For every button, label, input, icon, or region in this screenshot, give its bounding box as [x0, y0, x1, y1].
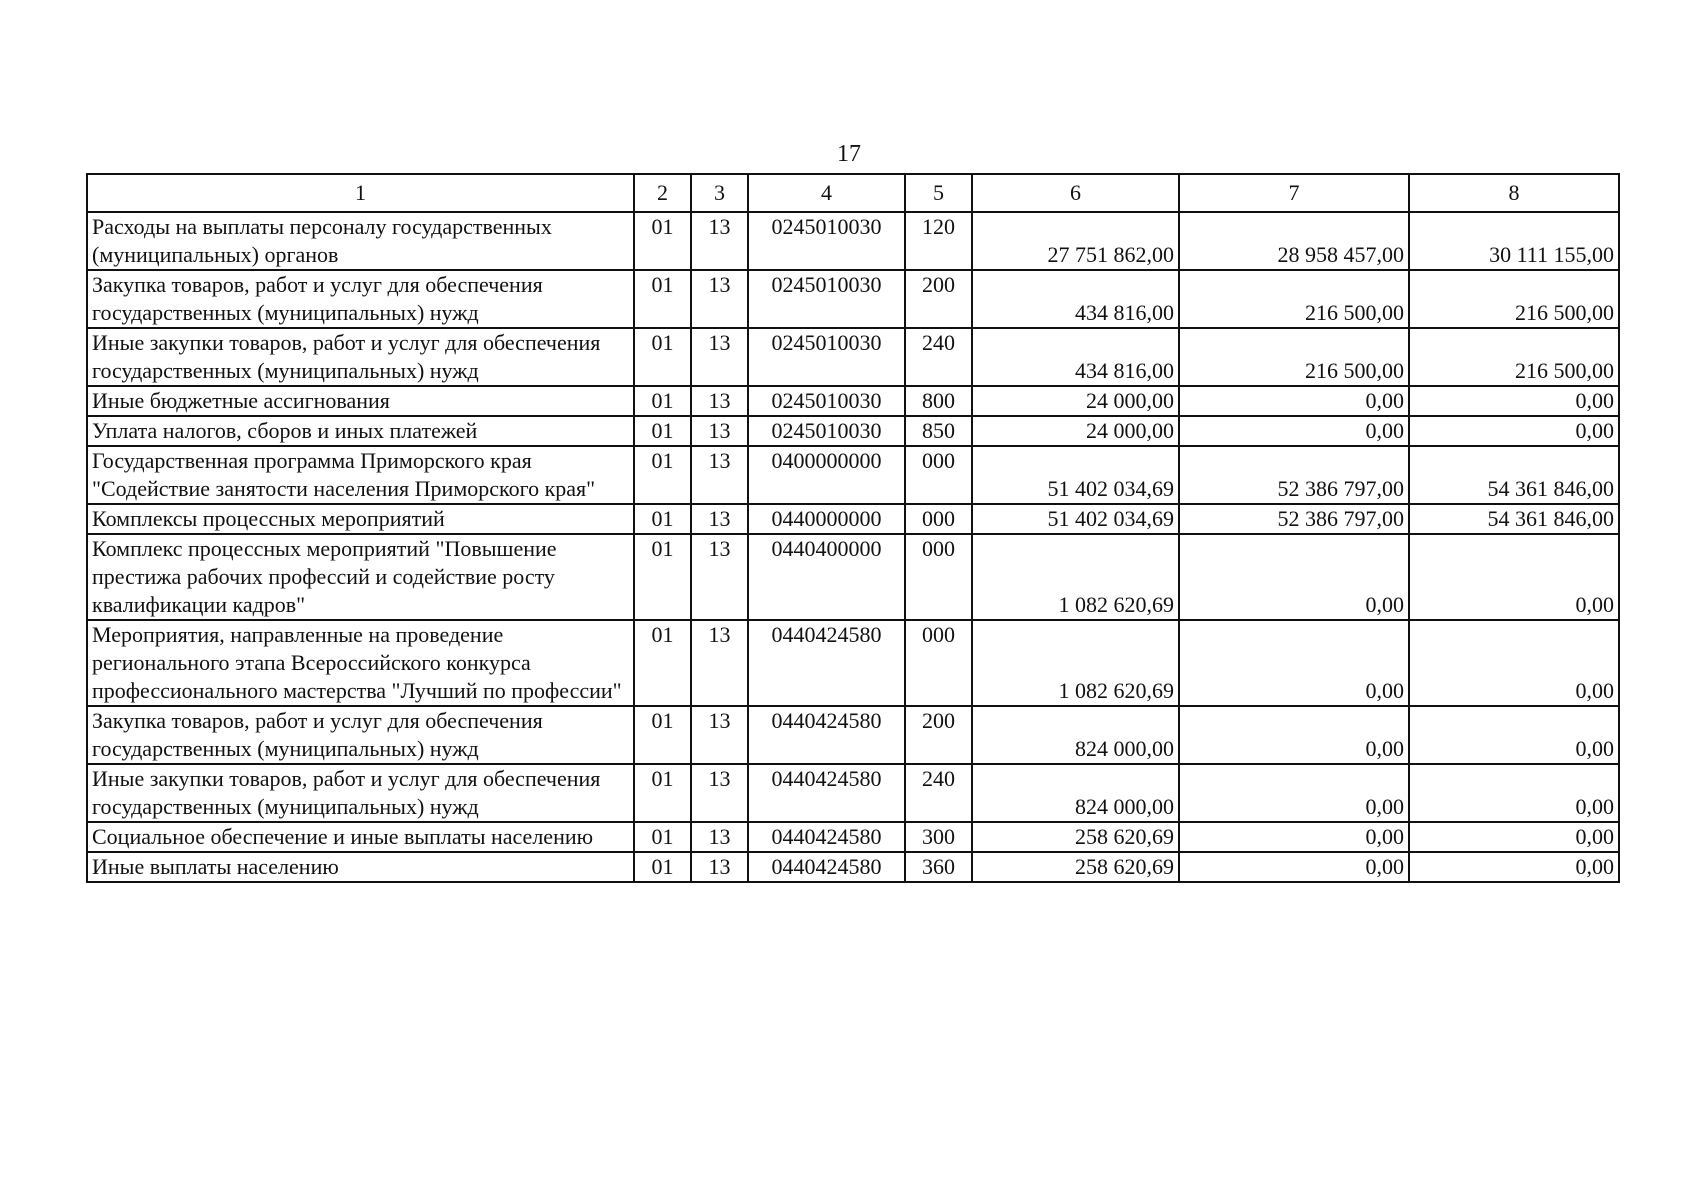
row-amount-col8: 0,00: [1409, 764, 1619, 822]
header-cell: 2: [634, 174, 691, 212]
row-name: Комплексы процессных мероприятий: [87, 504, 634, 534]
row-amount-col7: 0,00: [1179, 534, 1409, 620]
table-row: [87, 270, 1619, 328]
row-amount-col7: 216 500,00: [1179, 270, 1409, 328]
row-subsection: 13: [691, 270, 748, 328]
row-target-code: 0440000000: [748, 504, 905, 534]
row-amount-col7: 0,00: [1179, 620, 1409, 706]
row-amount-col7: 0,00: [1179, 386, 1409, 416]
row-target-code: 0400000000: [748, 446, 905, 504]
header-cell: 1: [87, 174, 634, 212]
row-name: Иные закупки товаров, работ и услуг для обеспечения государственных (муниципальных) нужд: [87, 328, 634, 386]
row-amount-col8: 0,00: [1409, 416, 1619, 446]
row-section: 01: [634, 822, 691, 852]
row-expense-type: 000: [905, 446, 972, 504]
row-name: Комплекс процессных мероприятий "Повышение престижа рабочих профессий и содействие росту квалификации кадров": [87, 534, 634, 620]
row-target-code: 0245010030: [748, 386, 905, 416]
row-name: Иные закупки товаров, работ и услуг для обеспечения государственных (муниципальных) нужд: [87, 764, 634, 822]
row-section: 01: [634, 328, 691, 386]
row-name: Мероприятия, направленные на проведение регионального этапа Всероссийского конкурса профессионального мастерства "Лучший по профессии": [87, 620, 634, 706]
table-row: [87, 446, 1619, 504]
row-target-code: 0440424580: [748, 822, 905, 852]
row-section: 01: [634, 534, 691, 620]
row-amount-col8: 0,00: [1409, 620, 1619, 706]
row-subsection: 13: [691, 328, 748, 386]
table-row: [87, 852, 1619, 882]
row-target-code: 0245010030: [748, 270, 905, 328]
row-subsection: 13: [691, 416, 748, 446]
row-amount-col6: 24 000,00: [972, 386, 1179, 416]
row-subsection: 13: [691, 504, 748, 534]
row-amount-col6: 824 000,00: [972, 764, 1179, 822]
row-subsection: 13: [691, 386, 748, 416]
row-amount-col7: 0,00: [1179, 822, 1409, 852]
row-expense-type: 120: [905, 212, 972, 270]
row-amount-col6: 434 816,00: [972, 328, 1179, 386]
table-row: [87, 534, 1619, 620]
row-amount-col6: 258 620,69: [972, 852, 1179, 882]
row-expense-type: 000: [905, 620, 972, 706]
row-target-code: 0440424580: [748, 852, 905, 882]
row-section: 01: [634, 446, 691, 504]
row-expense-type: 200: [905, 270, 972, 328]
row-amount-col6: 824 000,00: [972, 706, 1179, 764]
row-amount-col6: 1 082 620,69: [972, 534, 1179, 620]
header-cell: 5: [905, 174, 972, 212]
row-amount-col7: 0,00: [1179, 852, 1409, 882]
row-section: 01: [634, 764, 691, 822]
row-subsection: 13: [691, 620, 748, 706]
row-expense-type: 800: [905, 386, 972, 416]
row-section: 01: [634, 386, 691, 416]
row-expense-type: 850: [905, 416, 972, 446]
row-subsection: 13: [691, 534, 748, 620]
row-amount-col7: 0,00: [1179, 764, 1409, 822]
row-name: Уплата налогов, сборов и иных платежей: [87, 416, 634, 446]
row-expense-type: 300: [905, 822, 972, 852]
table-header-row: [87, 174, 1619, 212]
row-subsection: 13: [691, 706, 748, 764]
page-number: 17: [837, 141, 861, 167]
row-subsection: 13: [691, 764, 748, 822]
table-row: [87, 386, 1619, 416]
row-section: 01: [634, 620, 691, 706]
header-cell: 4: [748, 174, 905, 212]
row-target-code: 0245010030: [748, 328, 905, 386]
row-section: 01: [634, 416, 691, 446]
row-amount-col8: 0,00: [1409, 852, 1619, 882]
row-amount-col7: 28 958 457,00: [1179, 212, 1409, 270]
table-row: [87, 764, 1619, 822]
row-amount-col8: 30 111 155,00: [1409, 212, 1619, 270]
row-amount-col6: 1 082 620,69: [972, 620, 1179, 706]
row-section: 01: [634, 852, 691, 882]
table-row: [87, 416, 1619, 446]
header-cell: 6: [972, 174, 1179, 212]
row-expense-type: 360: [905, 852, 972, 882]
row-subsection: 13: [691, 212, 748, 270]
row-amount-col8: 0,00: [1409, 386, 1619, 416]
row-amount-col8: 0,00: [1409, 534, 1619, 620]
row-amount-col8: 54 361 846,00: [1409, 446, 1619, 504]
row-amount-col8: 0,00: [1409, 822, 1619, 852]
row-amount-col8: 0,00: [1409, 706, 1619, 764]
header-cell: 7: [1179, 174, 1409, 212]
table-row: [87, 822, 1619, 852]
row-name: Социальное обеспечение и иные выплаты населению: [87, 822, 634, 852]
table-row: [87, 212, 1619, 270]
row-amount-col6: 434 816,00: [972, 270, 1179, 328]
row-target-code: 0440400000: [748, 534, 905, 620]
row-amount-col6: 258 620,69: [972, 822, 1179, 852]
row-expense-type: 000: [905, 534, 972, 620]
row-amount-col7: 0,00: [1179, 416, 1409, 446]
row-name: Закупка товаров, работ и услуг для обеспечения государственных (муниципальных) нужд: [87, 270, 634, 328]
row-amount-col8: 216 500,00: [1409, 270, 1619, 328]
row-expense-type: 200: [905, 706, 972, 764]
row-amount-col8: 216 500,00: [1409, 328, 1619, 386]
row-section: 01: [634, 504, 691, 534]
table-row: [87, 504, 1619, 534]
row-target-code: 0440424580: [748, 706, 905, 764]
row-name: Расходы на выплаты персоналу государственных (муниципальных) органов: [87, 212, 634, 270]
row-amount-col7: 0,00: [1179, 706, 1409, 764]
row-expense-type: 000: [905, 504, 972, 534]
row-name: Иные бюджетные ассигнования: [87, 386, 634, 416]
row-name: Закупка товаров, работ и услуг для обеспечения государственных (муниципальных) нужд: [87, 706, 634, 764]
row-amount-col7: 52 386 797,00: [1179, 504, 1409, 534]
row-amount-col8: 54 361 846,00: [1409, 504, 1619, 534]
row-target-code: 0245010030: [748, 212, 905, 270]
row-amount-col6: 27 751 862,00: [972, 212, 1179, 270]
row-subsection: 13: [691, 852, 748, 882]
row-section: 01: [634, 212, 691, 270]
row-name: Иные выплаты населению: [87, 852, 634, 882]
row-subsection: 13: [691, 446, 748, 504]
row-section: 01: [634, 706, 691, 764]
row-amount-col6: 24 000,00: [972, 416, 1179, 446]
table-row: [87, 620, 1619, 706]
budget-table: [86, 173, 1620, 883]
row-amount-col6: 51 402 034,69: [972, 504, 1179, 534]
row-amount-col7: 52 386 797,00: [1179, 446, 1409, 504]
row-name: Государственная программа Приморского края "Содействие занятости населения Приморского края": [87, 446, 634, 504]
row-amount-col7: 216 500,00: [1179, 328, 1409, 386]
row-expense-type: 240: [905, 328, 972, 386]
row-subsection: 13: [691, 822, 748, 852]
table-row: [87, 706, 1619, 764]
row-expense-type: 240: [905, 764, 972, 822]
row-target-code: 0440424580: [748, 620, 905, 706]
header-cell: 3: [691, 174, 748, 212]
row-target-code: 0440424580: [748, 764, 905, 822]
row-target-code: 0245010030: [748, 416, 905, 446]
row-amount-col6: 51 402 034,69: [972, 446, 1179, 504]
header-cell: 8: [1409, 174, 1619, 212]
row-section: 01: [634, 270, 691, 328]
table-row: [87, 328, 1619, 386]
